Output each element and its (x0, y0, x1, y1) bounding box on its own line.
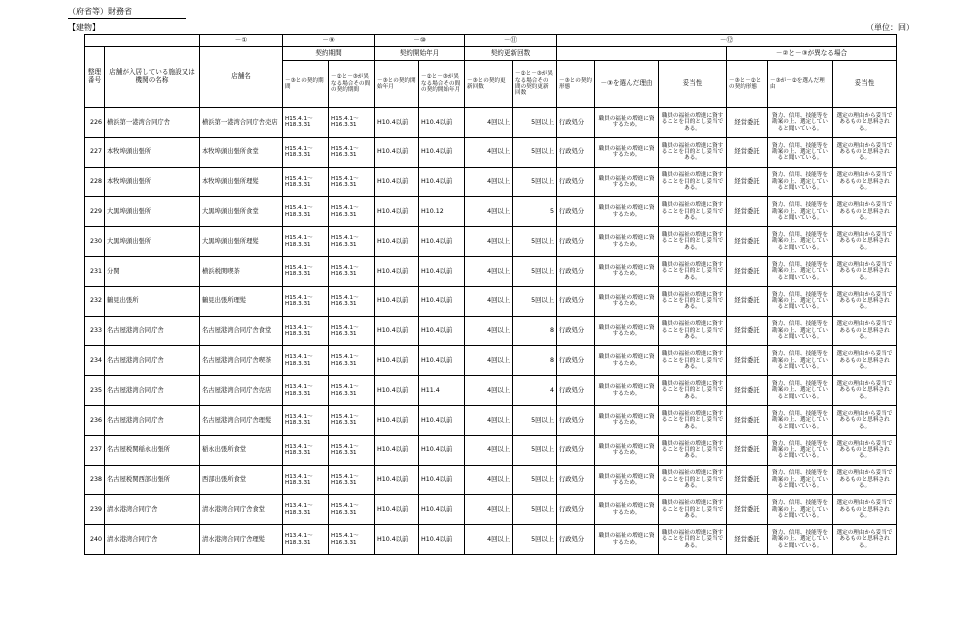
header-r2: －②と－③が異なる場合その間の契約更新回数 (513, 61, 557, 108)
contract-start-3: H10.4以前 (375, 167, 419, 197)
contract-start-2: H10.4以前 (419, 405, 465, 435)
selection-reason-2: 資力、信用、技能等を勘案の上、選定していると聞いている。 (768, 316, 833, 346)
row-number: 236 (85, 405, 105, 435)
row-number: 227 (85, 137, 105, 167)
contract-period-3: H15.4.1～H18.3.31 (283, 256, 329, 286)
contract-period-2: H15.4.1～H16.3.31 (329, 465, 375, 495)
selection-reason-2: 資力、信用、技能等を勘案の上、選定していると聞いている。 (768, 137, 833, 167)
row-number: 239 (85, 495, 105, 525)
contract-form: 行政処分 (557, 108, 595, 138)
contract-period-3: H13.4.1～H18.3.31 (283, 376, 329, 406)
validity-2: 選定の理由から妥当であるものと思料される。 (833, 227, 897, 257)
contract-start-3: H10.4以前 (375, 376, 419, 406)
renewal-count-3: 4回以上 (465, 227, 513, 257)
contract-start-2: H10.4以前 (419, 465, 465, 495)
renewal-count-2: 5 (513, 197, 557, 227)
selection-reason: 職員の福祉の増進に資するため。 (595, 525, 659, 555)
renewal-count-2: 8 (513, 346, 557, 376)
category-label: 【建物】 (68, 23, 100, 32)
row-number: 226 (85, 108, 105, 138)
renewal-count-3: 4回以上 (465, 435, 513, 465)
selection-reason: 職員の福祉の増進に資するため。 (595, 108, 659, 138)
contract-period-2: H15.4.1～H16.3.31 (329, 525, 375, 555)
selection-reason: 職員の福祉の増進に資するため。 (595, 286, 659, 316)
facility-name: 本牧埠頭出張所 (105, 167, 200, 197)
header-underline (68, 18, 186, 19)
validity: 職員の福祉の増進に資することを目的とし妥当である。 (659, 465, 727, 495)
contract-period-2: H15.4.1～H16.3.31 (329, 108, 375, 138)
facility-name: 鶴見出張所 (105, 286, 200, 316)
contract-period-2: H15.4.1～H16.3.31 (329, 197, 375, 227)
contract-start-2: H10.4以前 (419, 256, 465, 286)
store-name: 名古屋港湾合同庁舎食堂 (200, 316, 283, 346)
contract-period-2: H15.4.1～H16.3.31 (329, 167, 375, 197)
contract-period-2: H15.4.1～H16.3.31 (329, 376, 375, 406)
contract-form-2: 経営委託 (727, 286, 768, 316)
contract-start-3: H10.4以前 (375, 525, 419, 555)
validity: 職員の福祉の増進に資することを目的とし妥当である。 (659, 197, 727, 227)
facility-name: 名古屋税関西部出張所 (105, 465, 200, 495)
renewal-count-2: 5回以上 (513, 405, 557, 435)
renewal-count-3: 4回以上 (465, 465, 513, 495)
row-number: 233 (85, 316, 105, 346)
row-number: 238 (85, 465, 105, 495)
contract-start-3: H10.4以前 (375, 465, 419, 495)
contract-form-2: 経営委託 (727, 197, 768, 227)
header-contract-period: 契約期間 (283, 47, 375, 61)
contract-form-2: 経営委託 (727, 167, 768, 197)
table-row (85, 286, 897, 316)
contract-start-3: H10.4以前 (375, 346, 419, 376)
contract-period-3: H13.4.1～H18.3.31 (283, 435, 329, 465)
header-diff-case: －②と－③が異なる場合 (727, 47, 897, 61)
renewal-count-2: 5回以上 (513, 256, 557, 286)
table-row (85, 137, 897, 167)
contract-period-2: H15.4.1～H16.3.31 (329, 435, 375, 465)
table-row (85, 167, 897, 197)
selection-reason: 職員の福祉の増進に資するため。 (595, 167, 659, 197)
contract-form: 行政処分 (557, 435, 595, 465)
renewal-count-2: 5回以上 (513, 137, 557, 167)
renewal-count-2: 5回以上 (513, 227, 557, 257)
validity: 職員の福祉の増進に資することを目的とし妥当である。 (659, 286, 727, 316)
selection-reason-2: 資力、信用、技能等を勘案の上、選定していると聞いている。 (768, 495, 833, 525)
header-r3: －③との契約更新回数 (465, 61, 513, 108)
validity: 職員の福祉の増進に資することを目的とし妥当である。 (659, 435, 727, 465)
row-number: 228 (85, 167, 105, 197)
renewal-count-3: 4回以上 (465, 197, 513, 227)
renewal-count-3: 4回以上 (465, 346, 513, 376)
facility-name: 大黒埠頭出張所 (105, 197, 200, 227)
validity: 職員の福祉の増進に資することを目的とし妥当である。 (659, 316, 727, 346)
facility-name: 横浜第一港湾合同庁舎 (105, 108, 200, 138)
table-row (85, 346, 897, 376)
contract-form-2: 経営委託 (727, 376, 768, 406)
selection-reason: 職員の福祉の増進に資するため。 (595, 495, 659, 525)
contract-form-2: 経営委託 (727, 256, 768, 286)
selection-reason-2: 資力、信用、技能等を勘案の上、選定していると聞いている。 (768, 227, 833, 257)
store-name: 本牧埠頭出張所理髪 (200, 167, 283, 197)
contract-start-2: H10.4以前 (419, 316, 465, 346)
contract-period-3: H15.4.1～H18.3.31 (283, 227, 329, 257)
store-name: 横浜税関喫茶 (200, 256, 283, 286)
validity: 職員の福祉の増進に資することを目的とし妥当である。 (659, 376, 727, 406)
facility-name: 清水港湾合同庁舎 (105, 525, 200, 555)
row-number: 230 (85, 227, 105, 257)
facility-name: 本牧埠頭出張所 (105, 137, 200, 167)
ministry-label: （府省等）財務省 (68, 7, 132, 16)
contract-form: 行政処分 (557, 346, 595, 376)
validity: 職員の福祉の増進に資することを目的とし妥当である。 (659, 346, 727, 376)
renewal-count-3: 4回以上 (465, 495, 513, 525)
unit-label: （単位：回） (866, 23, 914, 32)
contract-form-2: 経営委託 (727, 405, 768, 435)
selection-reason: 職員の福祉の増進に資するため。 (595, 346, 659, 376)
renewal-count-3: 4回以上 (465, 376, 513, 406)
contract-form: 行政処分 (557, 256, 595, 286)
validity: 職員の福祉の増進に資することを目的とし妥当である。 (659, 227, 727, 257)
table-row (85, 405, 897, 435)
header-seq: 整理番号 (85, 47, 105, 108)
validity-2: 選定の理由から妥当であるものと思料される。 (833, 346, 897, 376)
table-row (85, 376, 897, 406)
facility-name: 名古屋税関稲永出張所 (105, 435, 200, 465)
contract-start-2: H11.4 (419, 376, 465, 406)
renewal-count-2: 5回以上 (513, 465, 557, 495)
contract-period-2: H15.4.1～H16.3.31 (329, 227, 375, 257)
contract-period-2: H15.4.1～H16.3.31 (329, 286, 375, 316)
header-form: －③との契約形態 (557, 61, 595, 108)
facility-name: 名古屋港湾合同庁舎 (105, 405, 200, 435)
contract-period-3: H13.4.1～H18.3.31 (283, 525, 329, 555)
validity-2: 選定の理由から妥当であるものと思料される。 (833, 167, 897, 197)
table-row (85, 435, 897, 465)
selection-reason: 職員の福祉の増進に資するため。 (595, 137, 659, 167)
validity-2: 選定の理由から妥当であるものと思料される。 (833, 197, 897, 227)
contract-start-3: H10.4以前 (375, 435, 419, 465)
validity: 職員の福祉の増進に資することを目的とし妥当である。 (659, 137, 727, 167)
header-reason2: －③が－②を選んだ理由 (768, 61, 833, 108)
contract-period-3: H15.4.1～H18.3.31 (283, 197, 329, 227)
validity-2: 選定の理由から妥当であるものと思料される。 (833, 286, 897, 316)
header-s2: －②と－③が異なる場合その間の契約開始年月 (419, 61, 465, 108)
selection-reason-2: 資力、信用、技能等を勘案の上、選定していると聞いている。 (768, 197, 833, 227)
renewal-count-2: 5回以上 (513, 525, 557, 555)
contract-start-2: H10.4以前 (419, 167, 465, 197)
header-valid: 妥当性 (659, 61, 727, 108)
contract-form: 行政処分 (557, 227, 595, 257)
contract-form-2: 経営委託 (727, 227, 768, 257)
contract-start-3: H10.4以前 (375, 197, 419, 227)
header-form2: －③と－②との契約形態 (727, 61, 768, 108)
header-s3: －③との契約開始年月 (375, 61, 419, 108)
validity-2: 選定の理由から妥当であるものと思料される。 (833, 108, 897, 138)
row-number: 229 (85, 197, 105, 227)
header-valid2: 妥当性 (833, 61, 897, 108)
contract-form-2: 経営委託 (727, 316, 768, 346)
validity-2: 選定の理由から妥当であるものと思料される。 (833, 137, 897, 167)
contract-form-2: 経営委託 (727, 525, 768, 555)
selection-reason-2: 資力、信用、技能等を勘案の上、選定していると聞いている。 (768, 346, 833, 376)
validity-2: 選定の理由から妥当であるものと思料される。 (833, 495, 897, 525)
contract-form: 行政処分 (557, 405, 595, 435)
table-row (85, 227, 897, 257)
validity-2: 選定の理由から妥当であるものと思料される。 (833, 316, 897, 346)
header-p3: －③との契約期間 (283, 61, 329, 108)
contract-period-3: H15.4.1～H18.3.31 (283, 137, 329, 167)
contract-form: 行政処分 (557, 525, 595, 555)
store-name: 大黒埠頭出張所食堂 (200, 197, 283, 227)
validity-2: 選定の理由から妥当であるものと思料される。 (833, 465, 897, 495)
header-reason: －③を選んだ理由 (595, 61, 659, 108)
renewal-count-3: 4回以上 (465, 167, 513, 197)
header-p2: －②と－③が異なる場合その間の契約期間 (329, 61, 375, 108)
contract-period-2: H15.4.1～H16.3.31 (329, 316, 375, 346)
selection-reason-2: 資力、信用、技能等を勘案の上、選定していると聞いている。 (768, 435, 833, 465)
header-group-1: －① (200, 35, 283, 47)
contract-form-2: 経営委託 (727, 137, 768, 167)
validity: 職員の福祉の増進に資することを目的とし妥当である。 (659, 256, 727, 286)
table-row (85, 465, 897, 495)
validity: 職員の福祉の増進に資することを目的とし妥当である。 (659, 495, 727, 525)
store-name: 名古屋港湾合同庁舎売店 (200, 376, 283, 406)
contract-start-2: H10.4以前 (419, 525, 465, 555)
renewal-count-3: 4回以上 (465, 137, 513, 167)
row-number: 234 (85, 346, 105, 376)
contract-period-2: H15.4.1～H16.3.31 (329, 346, 375, 376)
store-name: 西部出張所食堂 (200, 465, 283, 495)
contract-start-3: H10.4以前 (375, 286, 419, 316)
row-number: 235 (85, 376, 105, 406)
contract-start-2: H10.4以前 (419, 108, 465, 138)
renewal-count-2: 5回以上 (513, 167, 557, 197)
contract-period-3: H13.4.1～H18.3.31 (283, 316, 329, 346)
selection-reason-2: 資力、信用、技能等を勘案の上、選定していると聞いている。 (768, 525, 833, 555)
renewal-count-3: 4回以上 (465, 405, 513, 435)
contract-start-2: H10.4以前 (419, 435, 465, 465)
facility-name: 名古屋港湾合同庁舎 (105, 316, 200, 346)
renewal-count-3: 4回以上 (465, 316, 513, 346)
contract-start-3: H10.4以前 (375, 256, 419, 286)
contract-period-2: H15.4.1～H16.3.31 (329, 137, 375, 167)
contract-form: 行政処分 (557, 316, 595, 346)
table-row (85, 495, 897, 525)
renewal-count-2: 5回以上 (513, 286, 557, 316)
row-number: 232 (85, 286, 105, 316)
contract-start-2: H10.4以前 (419, 137, 465, 167)
selection-reason-2: 資力、信用、技能等を勘案の上、選定していると聞いている。 (768, 256, 833, 286)
renewal-count-2: 5回以上 (513, 108, 557, 138)
table-row (85, 197, 897, 227)
facility-name: 名古屋港湾合同庁舎 (105, 376, 200, 406)
validity: 職員の福祉の増進に資することを目的とし妥当である。 (659, 405, 727, 435)
table-row (85, 256, 897, 286)
store-name: 名古屋港湾合同庁舎理髪 (200, 405, 283, 435)
header-group-9: －⑨ (283, 35, 375, 47)
selection-reason-2: 資力、信用、技能等を勘案の上、選定していると聞いている。 (768, 376, 833, 406)
row-number: 231 (85, 256, 105, 286)
store-name: 名古屋港湾合同庁舎喫茶 (200, 346, 283, 376)
table-row (85, 525, 897, 555)
contract-form: 行政処分 (557, 465, 595, 495)
header-blank-12 (557, 47, 727, 61)
renewal-count-3: 4回以上 (465, 525, 513, 555)
contract-start-2: H10.4以前 (419, 227, 465, 257)
validity-2: 選定の理由から妥当であるものと思料される。 (833, 376, 897, 406)
contract-period-2: H15.4.1～H16.3.31 (329, 495, 375, 525)
renewal-count-2: 8 (513, 316, 557, 346)
row-number: 240 (85, 525, 105, 555)
contract-form: 行政処分 (557, 137, 595, 167)
contract-start-2: H10.4以前 (419, 286, 465, 316)
contract-table (84, 34, 897, 555)
contract-form: 行政処分 (557, 286, 595, 316)
store-name: 横浜第一港湾合同庁舎売店 (200, 108, 283, 138)
contract-period-3: H13.4.1～H18.3.31 (283, 346, 329, 376)
contract-start-3: H10.4以前 (375, 495, 419, 525)
store-name: 鶴見出張所理髪 (200, 286, 283, 316)
header-group-10: －⑩ (375, 35, 465, 47)
contract-start-3: H10.4以前 (375, 316, 419, 346)
validity: 職員の福祉の増進に資することを目的とし妥当である。 (659, 525, 727, 555)
selection-reason: 職員の福祉の増進に資するため。 (595, 465, 659, 495)
contract-form-2: 経営委託 (727, 108, 768, 138)
header-blank (85, 35, 200, 47)
selection-reason: 職員の福祉の増進に資するため。 (595, 227, 659, 257)
selection-reason: 職員の福祉の増進に資するため。 (595, 435, 659, 465)
renewal-count-3: 4回以上 (465, 108, 513, 138)
facility-name: 名古屋港湾合同庁舎 (105, 346, 200, 376)
contract-form-2: 経営委託 (727, 465, 768, 495)
selection-reason: 職員の福祉の増進に資するため。 (595, 256, 659, 286)
table-body (85, 108, 897, 555)
contract-form: 行政処分 (557, 495, 595, 525)
header-contract-start: 契約開始年月 (375, 47, 465, 61)
validity-2: 選定の理由から妥当であるものと思料される。 (833, 256, 897, 286)
contract-form: 行政処分 (557, 376, 595, 406)
store-name: 大黒埠頭出張所理髪 (200, 227, 283, 257)
validity-2: 選定の理由から妥当であるものと思料される。 (833, 435, 897, 465)
renewal-count-2: 5回以上 (513, 495, 557, 525)
header-group-12: －⑫ (557, 35, 897, 47)
contract-start-3: H10.4以前 (375, 227, 419, 257)
validity-2: 選定の理由から妥当であるものと思料される。 (833, 525, 897, 555)
contract-form-2: 経営委託 (727, 435, 768, 465)
contract-period-3: H15.4.1～H18.3.31 (283, 286, 329, 316)
validity-2: 選定の理由から妥当であるものと思料される。 (833, 405, 897, 435)
header-store: 店舗名 (200, 47, 283, 108)
store-name: 稲永出張所食堂 (200, 435, 283, 465)
header-group-11: －⑪ (465, 35, 557, 47)
contract-period-2: H15.4.1～H16.3.31 (329, 405, 375, 435)
header-facility: 店舗が入居している施設又は機関の名称 (105, 47, 200, 108)
contract-period-3: H15.4.1～H18.3.31 (283, 108, 329, 138)
selection-reason: 職員の福祉の増進に資するため。 (595, 376, 659, 406)
facility-name: 清水港湾合同庁舎 (105, 495, 200, 525)
store-name: 本牧埠頭出張所食堂 (200, 137, 283, 167)
contract-period-3: H13.4.1～H18.3.31 (283, 465, 329, 495)
renewal-count-3: 4回以上 (465, 256, 513, 286)
facility-name: 大黒埠頭出張所 (105, 227, 200, 257)
table-row (85, 108, 897, 138)
contract-form-2: 経営委託 (727, 495, 768, 525)
contract-form-2: 経営委託 (727, 346, 768, 376)
contract-period-3: H13.4.1～H18.3.31 (283, 405, 329, 435)
contract-start-3: H10.4以前 (375, 405, 419, 435)
row-number: 237 (85, 435, 105, 465)
selection-reason-2: 資力、信用、技能等を勘案の上、選定していると聞いている。 (768, 286, 833, 316)
contract-start-3: H10.4以前 (375, 137, 419, 167)
contract-period-2: H15.4.1～H16.3.31 (329, 256, 375, 286)
contract-period-3: H13.4.1～H18.3.31 (283, 495, 329, 525)
validity: 職員の福祉の増進に資することを目的とし妥当である。 (659, 167, 727, 197)
header-renewal-count: 契約更新回数 (465, 47, 557, 61)
selection-reason: 職員の福祉の増進に資するため。 (595, 405, 659, 435)
renewal-count-2: 4 (513, 376, 557, 406)
renewal-count-3: 4回以上 (465, 286, 513, 316)
contract-start-2: H10.4以前 (419, 495, 465, 525)
selection-reason-2: 資力、信用、技能等を勘案の上、選定していると聞いている。 (768, 108, 833, 138)
facility-name: 分関 (105, 256, 200, 286)
selection-reason-2: 資力、信用、技能等を勘案の上、選定していると聞いている。 (768, 167, 833, 197)
selection-reason-2: 資力、信用、技能等を勘案の上、選定していると聞いている。 (768, 465, 833, 495)
contract-form: 行政処分 (557, 167, 595, 197)
store-name: 清水港湾合同庁舎食堂 (200, 495, 283, 525)
validity: 職員の福祉の増進に資することを目的とし妥当である。 (659, 108, 727, 138)
contract-period-3: H15.4.1～H18.3.31 (283, 167, 329, 197)
table-row (85, 316, 897, 346)
renewal-count-2: 5回以上 (513, 435, 557, 465)
contract-start-2: H10.12 (419, 197, 465, 227)
contract-form: 行政処分 (557, 197, 595, 227)
contract-start-3: H10.4以前 (375, 108, 419, 138)
selection-reason-2: 資力、信用、技能等を勘案の上、選定していると聞いている。 (768, 405, 833, 435)
selection-reason: 職員の福祉の増進に資するため。 (595, 197, 659, 227)
store-name: 清水港湾合同庁舎理髪 (200, 525, 283, 555)
selection-reason: 職員の福祉の増進に資するため。 (595, 316, 659, 346)
contract-start-2: H10.4以前 (419, 346, 465, 376)
